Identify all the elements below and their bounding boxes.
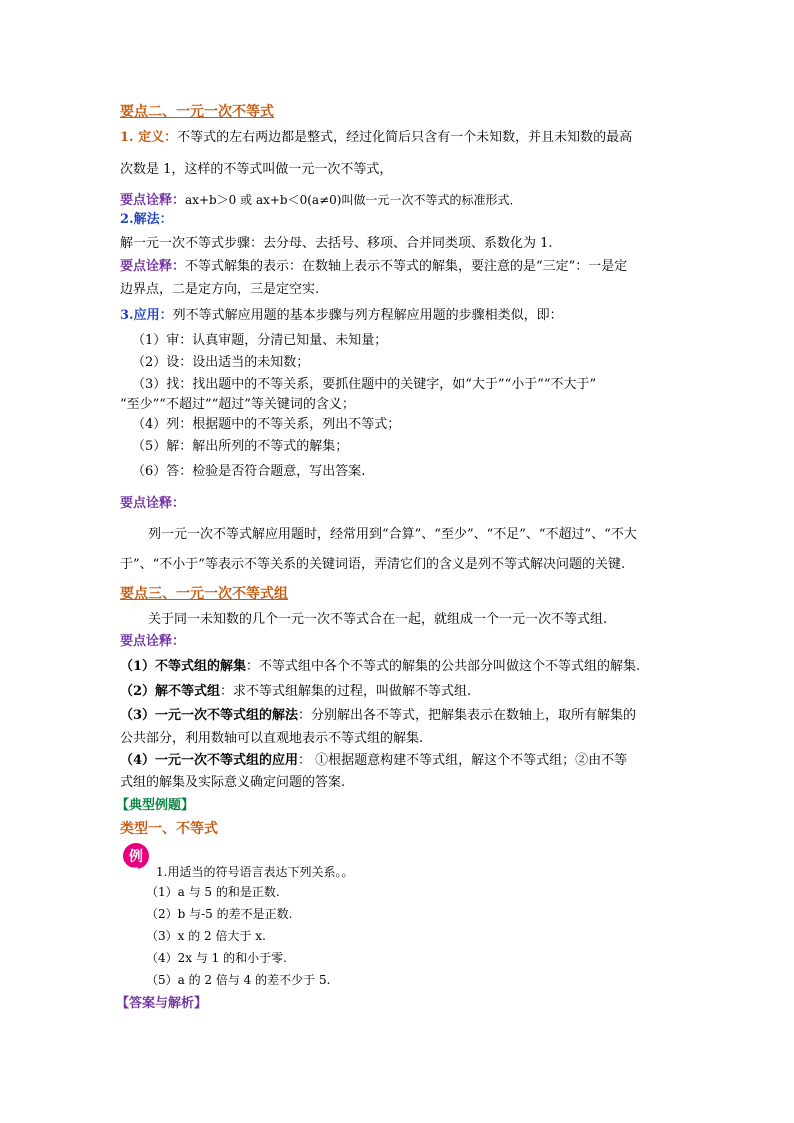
note3-text-1: 列一元一次不等式解应用题时，经常用到“合算”、“至少”、“不足”、“不超过”、“不大 [148,527,637,542]
point-1-text: ：不等式组中各个不等式的解集的公共部分叫做这个不等式组的解集. [246,659,641,674]
point-3-label: （3）一元一次不等式组的解法 [120,708,299,723]
note2-text-2: 边界点，二是定方向，三是定空实. [120,282,320,297]
example-item-4: （4）2x 与 1 的和小于零. [146,951,287,965]
answer-heading: 【答案与解析】 [116,996,208,1011]
application-line [120,308,563,324]
note3-label: 要点诠释： [120,496,186,511]
example-item-5: （5）a 的 2 倍与 4 的差不少于 5. [146,973,331,987]
application-text: 列不等式解应用题的基本步骤与列方程解应用题的步骤相类似，即： [172,308,563,323]
example-item-2: （2）b 与-5 的差不是正数. [146,907,293,921]
section3-intro: 关于同一未知数的几个一元一次不等式合在一起，就组成一个一元一次不等式组. [148,612,608,627]
note2-text-1: 不等式解集的表示：在数轴上表示不等式的解集，要注意的是“三定”：一是定 [185,259,628,274]
definition-text-1: 不等式的左右两边都是整式，经过化简后只含有一个未知数，并且未知数的最高 [177,130,633,145]
step-3-cont: “至少”“不超过”“超过”等关键词的含义； [120,397,355,412]
step-1: （1）审：认真审题，分清已知量、未知量； [132,333,388,348]
section3-point-2 [120,684,471,700]
step-2: （2）设：设出适当的未知数； [132,355,310,370]
note1-text: ax+b＞0 或 ax+b＜0(a≠0)叫做一元一次不等式的标准形式． [185,193,522,207]
examples-heading: 【典型例题】 [116,798,195,813]
method-text: 解一元一次不等式步骤：去分母、去括号、移项、合并同类项、系数化为 1. [120,236,553,251]
section3-point-4 [120,753,627,769]
definition-text-2: 次数是 1，这样的不等式叫做一元一次不等式， [120,162,393,177]
definition-label: 1. 定义： [120,130,178,145]
section3-point-1 [120,659,640,675]
point-1-label: （1）不等式组的解集 [120,659,247,674]
point-3-text-1: ：分别解出各不等式，把解集表示在数轴上，取所有解集的 [298,708,637,723]
definition-line-1 [120,130,632,146]
section3-point-3 [120,708,636,724]
step-4: （4）列：根据题中的不等关系，列出不等式； [132,417,401,432]
point-4-text-2: 式组的解集及实际意义确定问题的答案. [120,775,346,790]
type1-heading: 类型一、不等式 [120,821,218,837]
step-6: （6）答：检验是否符合题意，写出答案. [132,464,366,479]
example-badge-icon [122,842,150,870]
section3-title: 要点三、一元一次不等式组 [120,586,288,602]
example-badge-text: 例 [129,849,143,865]
note1-line [120,192,521,209]
point-2-label: （2）解不等式组 [120,684,221,699]
point-4-text-1: ： ①根据题意构建不等式组，解这个不等式组；②由不等 [298,753,628,768]
point-4-label: （4）一元一次不等式组的应用 [120,753,299,768]
example-question: 1.用适当的符号语言表达下列关系。。 [156,865,354,879]
example-item-1: （1）a 与 5 的和是正数. [146,885,280,899]
point-2-text: ：求不等式组解集的过程，叫做解不等式组. [220,684,472,699]
section3-note-label: 要点诠释： [120,634,186,649]
step-3: （3）找：找出题中的不等关系，要抓住题中的关键字，如“大于”“小于”“不大于” [132,377,597,392]
application-label: 3.应用： [120,308,173,323]
example-item-3: （3）x 的 2 倍大于 x. [146,929,266,943]
note1-label: 要点诠释： [120,193,186,208]
note2-line-1 [120,259,627,275]
section2-title: 要点二、一元一次不等式 [120,104,274,120]
note3-text-2: 于”、“不小于”等表示不等关系的关键词语，弄清它们的含义是列不等式解决问题的关键. [120,557,626,572]
point-3-text-2: 公共部分，利用数轴可以直观地表示不等式组的解集. [120,731,424,746]
method-label: 2.解法： [120,212,173,227]
note2-label: 要点诠释： [120,259,186,274]
step-5: （5）解：解出所列的不等式的解集； [132,439,349,454]
